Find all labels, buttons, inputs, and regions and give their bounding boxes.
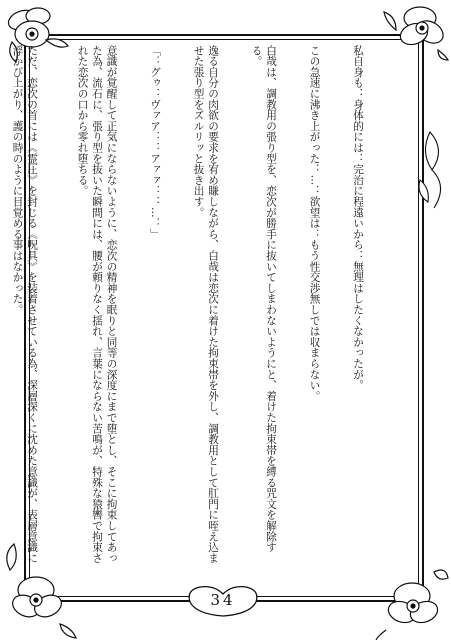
page-number-badge [186,584,260,618]
body-text [11,45,394,565]
bottom-right-flower-icon [372,560,450,640]
paragraph: 私自身も：身体的には：完治に程遠いから：無理はしたくなかったが。 [352,45,364,391]
paragraph: 逸る自分の肉欲の要求を宥め賺しながら、白哉は恋次に着けた拘束帯を外し、調教用として肛門に咥え込ませた張り型をズルリッと抜き出す。 [192,45,219,564]
paragraph: ただ、恋次の首には《霊圧》を封じる《呪具》を装着させている為、深層深くに沈めた意識が、表層意識に浮かび上がり、護の時のように目覚める事はなかった。 [11,45,38,564]
right-leaf-icon [410,130,450,210]
paragraph: 「：グゥ：ヴァア：：アァァ：：…：」 [149,45,161,240]
paragraph: この急速に沸き上がった：…：欲望は：もう性交渉無しでは収まらない。 [308,45,321,402]
page-number: 34 [210,591,236,609]
paragraph: 意識が覚醒して正気にならないように、恋次の精神を眠りと同等の深度にまで堕とし、そこに拘束してあった為、流石に、張り型を抜いた瞬間には、腰が頼りなく揺れ、言葉にならない苦鳴が、特殊な猿轡で拘束された恋次の口から零れ堕ちる。 [76,45,118,564]
paragraph: 白哉は、調教用の張り型を、恋次が勝手に抜いてしまわないようにと、着けた拘束帯を縛る咒文を解除する。 [250,45,277,553]
